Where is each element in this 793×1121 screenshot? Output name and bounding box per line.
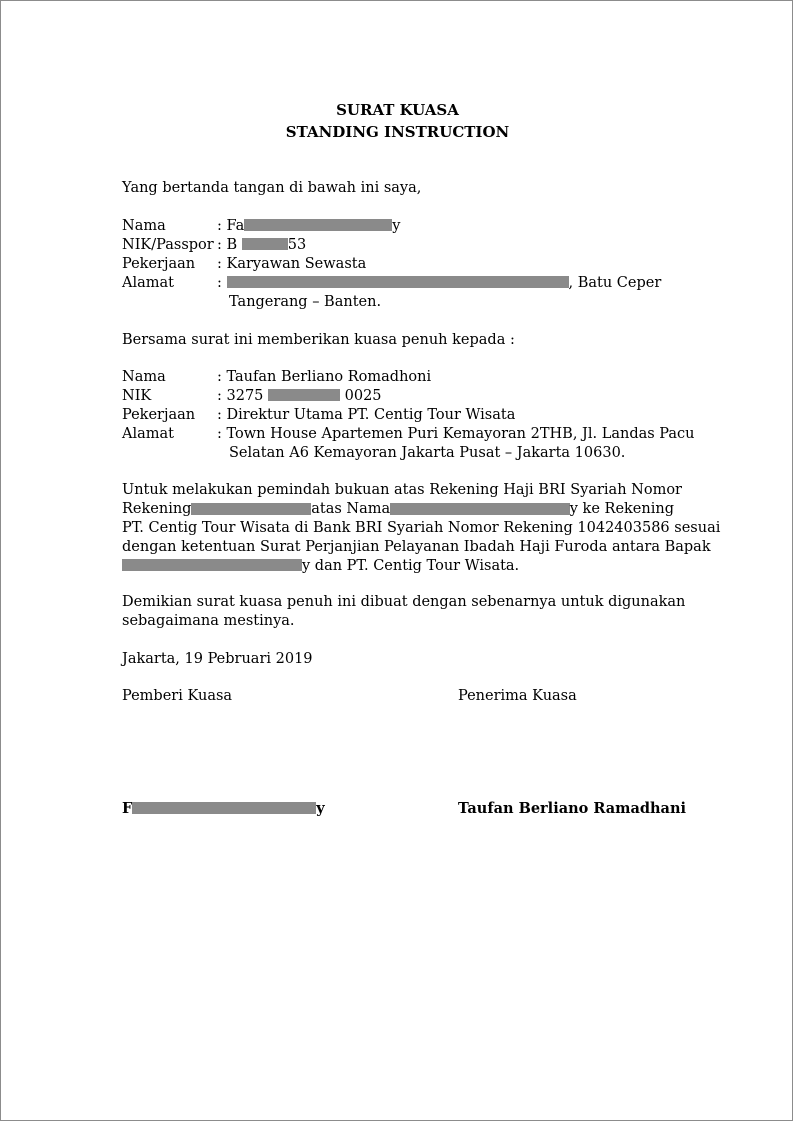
grantee-nik-label: NIK	[122, 388, 152, 404]
redaction-bar	[244, 219, 392, 231]
purpose-line-5: y dan PT. Centig Tour Wisata.	[122, 557, 674, 576]
closing-line-2: sebagaimana mestinya.	[122, 613, 295, 629]
redaction-bar	[227, 276, 569, 288]
grantee-name-label: Nama	[122, 369, 166, 385]
title-line-2: STANDING INSTRUCTION	[285, 123, 510, 141]
grantee-nik-prefix: : 3275	[217, 388, 264, 404]
grantee-nik-suffix: 0025	[344, 388, 382, 404]
grantee-name-value: : Taufan Berliano Romadhoni	[217, 369, 432, 385]
grantee-address-row	[122, 425, 695, 444]
redaction-bar	[122, 559, 302, 571]
grantee-address-label: Alamat	[122, 426, 174, 442]
grantor-name-prefix: : Fa	[217, 218, 245, 234]
grantee-signature-label: Penerima Kuasa	[458, 688, 577, 704]
grantor-name-label: Nama	[122, 218, 166, 234]
grantor-job-label: Pekerjaan	[122, 256, 196, 272]
purpose-line-1: Untuk melakukan pemindah bukuan atas Rekening Haji BRI Syariah Nomor	[122, 482, 682, 498]
grantee-nik-row	[122, 387, 382, 406]
purpose-line-3: PT. Centig Tour Wisata di Bank BRI Syariah Nomor Rekening 1042403586 sesuai	[122, 520, 721, 536]
place-date: Jakarta, 19 Pebruari 2019	[122, 651, 313, 667]
closing-line-1: Demikian surat kuasa penuh ini dibuat dengan sebenarnya untuk digunakan	[122, 594, 686, 610]
purpose-paragraph	[122, 481, 721, 576]
grantor-address-prefix: :	[217, 275, 222, 291]
grantor-name-suffix: y	[392, 218, 401, 234]
grantee-address-line-2: Selatan A6 Kemayoran Jakarta Pusat – Jakarta 10630.	[229, 445, 626, 461]
purpose-line-4: dengan ketentuan Surat Perjanjian Pelayanan Ibadah Haji Furoda antara Bapak	[122, 539, 711, 555]
grantee-address-value: : Town House Apartemen Puri Kemayoran 2THB, Jl. Landas Pacu	[217, 426, 695, 442]
redaction-bar	[268, 389, 340, 401]
grantor-signature-label: Pemberi Kuasa	[122, 688, 233, 704]
grantor-address-row	[122, 274, 661, 293]
transition-text: Bersama surat ini memberikan kuasa penuh kepada :	[122, 332, 515, 348]
grantor-address-suffix: , Batu Ceper	[568, 275, 662, 291]
grantor-nik-suffix: 53	[287, 237, 307, 253]
redaction-bar	[132, 802, 316, 814]
redaction-bar	[191, 503, 311, 515]
grantor-nik-label: NIK/Passpor	[122, 237, 214, 253]
grantor-nik-row	[122, 236, 306, 255]
grantor-job-value: : Karyawan Sewasta	[217, 256, 367, 272]
redaction-bar	[242, 238, 288, 250]
title-line-1: SURAT KUASA	[336, 101, 459, 119]
grantee-job-row	[122, 406, 515, 425]
grantee-job-label: Pekerjaan	[122, 407, 196, 423]
grantee-job-value: : Direktur Utama PT. Centig Tour Wisata	[217, 407, 516, 423]
grantee-name-row	[122, 368, 431, 387]
grantor-nik-prefix: : B	[217, 237, 238, 253]
grantor-signature-name: F y	[122, 800, 325, 817]
redaction-bar	[390, 503, 570, 515]
grantee-signature-name: Taufan Berliano Ramadhani	[458, 800, 686, 817]
closing-paragraph	[122, 593, 686, 631]
intro-text: Yang bertanda tangan di bawah ini saya,	[122, 180, 422, 196]
grantor-name-row	[122, 217, 400, 236]
grantor-address-line-2: Tangerang – Banten.	[229, 294, 382, 310]
grantor-job-row	[122, 255, 366, 274]
grantor-address-label: Alamat	[122, 275, 174, 291]
purpose-line-2: Rekening atas Nama y ke Rekening	[122, 501, 674, 517]
